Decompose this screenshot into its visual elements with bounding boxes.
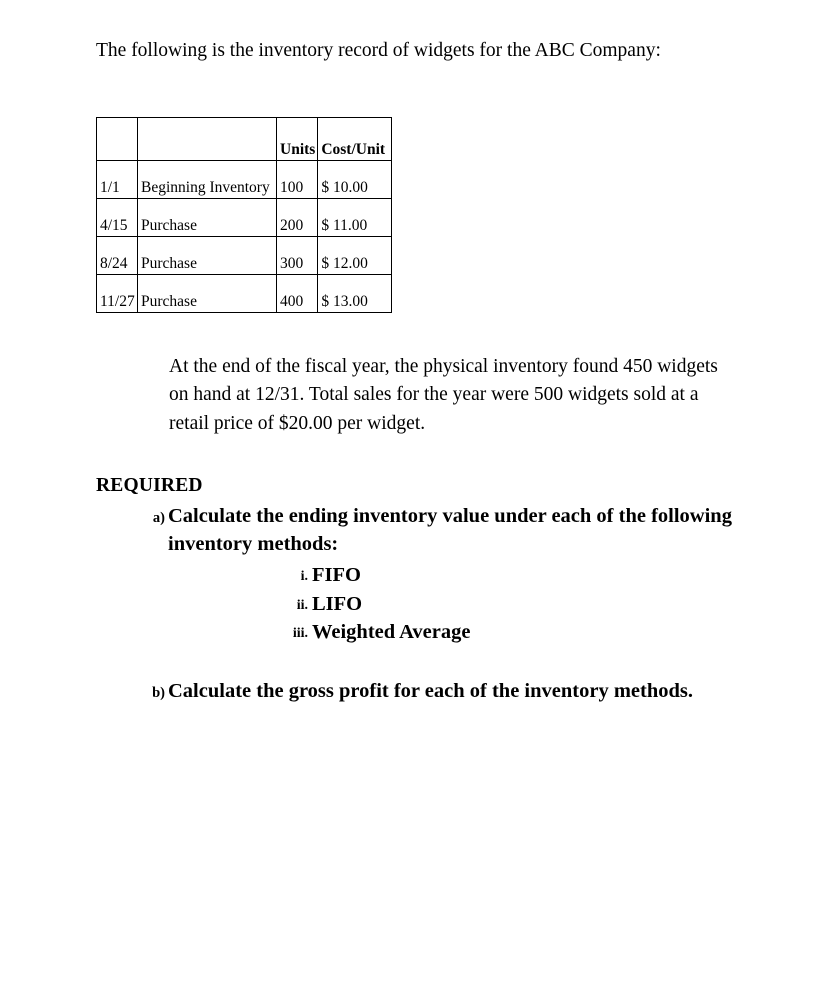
cell-units: 400 (277, 275, 318, 313)
sublist-item-lifo-text: LIFO (312, 592, 363, 615)
list-item-a (96, 503, 796, 647)
cell-description: Purchase (138, 237, 277, 275)
cell-date: 1/1 (97, 161, 138, 199)
header-description (138, 118, 277, 161)
cell-units: 100 (277, 161, 318, 199)
list-marker-b: b) (152, 684, 165, 701)
sublist-marker-ii: ii. (296, 597, 308, 613)
header-units: Units (277, 118, 318, 161)
header-cost-per-unit: Cost/Unit (318, 118, 392, 161)
cell-date: 8/24 (97, 237, 138, 275)
list-item-b (96, 678, 796, 706)
cell-cost: $ 12.00 (318, 237, 392, 275)
cell-date: 4/15 (97, 199, 138, 237)
list-item-a-text: Calculate the ending inventory value under each of the following inventory methods: (168, 505, 732, 555)
required-list (96, 503, 796, 705)
list-marker-a: a) (152, 510, 165, 526)
table-row (97, 199, 392, 237)
sublist-item-weighted-average-text: Weighted Average (312, 621, 471, 643)
list-spacer (96, 647, 796, 678)
sublist-item-lifo (276, 590, 796, 619)
table-row (97, 237, 392, 275)
inventory-methods-sublist (168, 561, 796, 647)
header-date (97, 118, 138, 161)
required-heading: REQUIRED (96, 475, 203, 496)
cell-cost: $ 10.00 (318, 161, 392, 199)
intro-paragraph: The following is the inventory record of widgets for the ABC Company: (96, 39, 661, 61)
sublist-item-weighted-average (276, 618, 796, 647)
sublist-marker-i: i. (300, 569, 308, 584)
cell-date: 11/27 (97, 275, 138, 313)
cell-cost: $ 13.00 (318, 275, 392, 313)
sublist-item-fifo-text: FIFO (312, 564, 361, 586)
cell-cost: $ 11.00 (318, 199, 392, 237)
inventory-record-table (96, 117, 392, 313)
sublist-marker-iii: iii. (292, 626, 308, 641)
cell-units: 200 (277, 199, 318, 237)
cell-description: Purchase (138, 199, 277, 237)
fiscal-year-note-paragraph: At the end of the fiscal year, the physical inventory found 450 widgets on hand at 12/31. Total sales for the year were 500 widgets sold at a retail price of $20.00 per widget. (169, 355, 718, 434)
cell-units: 300 (277, 237, 318, 275)
table-header-row (97, 118, 392, 161)
sublist-item-fifo (276, 561, 796, 590)
cell-description: Purchase (138, 275, 277, 313)
table-row (97, 161, 392, 199)
table-row (97, 275, 392, 313)
cell-description: Beginning Inventory (138, 161, 277, 199)
list-item-b-text: Calculate the gross profit for each of the inventory methods. (168, 679, 693, 702)
